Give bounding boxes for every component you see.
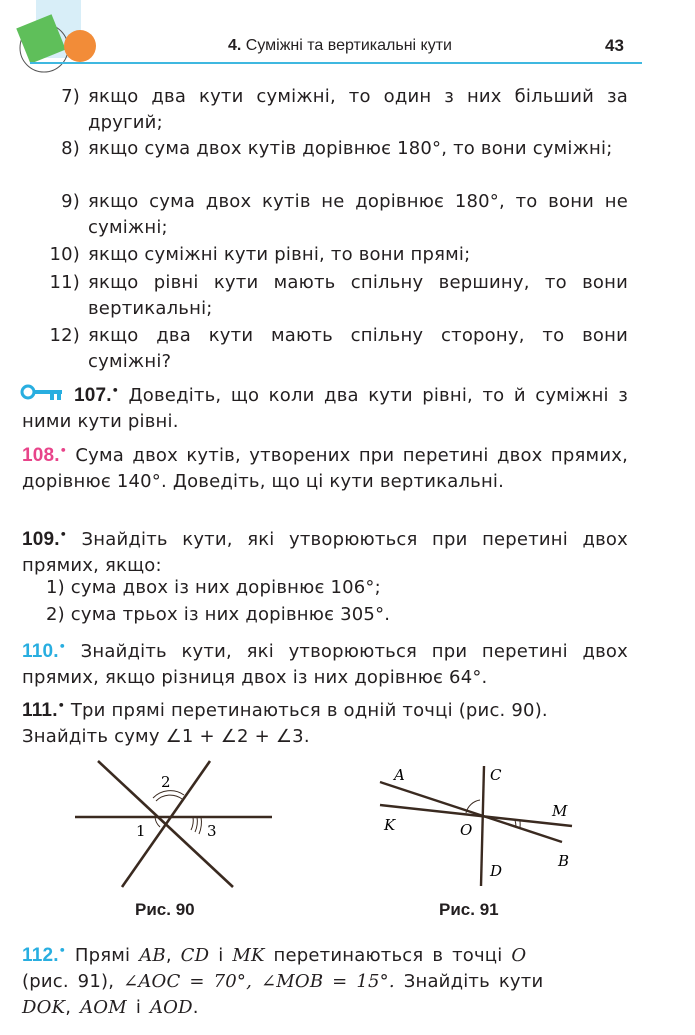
list-item: 11) якщо рівні кути мають спільну вершину, то вони вертикальні; — [49, 272, 628, 319]
fig90-label-2: 2 — [161, 773, 171, 791]
fig91-label-d: D — [490, 862, 503, 880]
problem-107: 107.• Доведіть, що коли два кути рівні, то й суміжні з ними кути рівні. — [22, 384, 629, 432]
problem-112: 112.• Прямі AB, CD і MK перетинаються в точці O (рис. 91), ∠AOC = 70°, ∠MOB = 15°. Знайдіть кути DOK, AOM і AOD. — [22, 944, 544, 1018]
problem-109-sub-2: 2) сума трьох із них дорівнює 305°. — [46, 604, 391, 625]
fig91-label-c: C — [490, 766, 502, 784]
problem-108: 108.• Сума двох кутів, утворених при перетині двох прямих, дорівнює 140°. Доведіть, що ці кути вертикальні. — [22, 444, 628, 492]
fig91-label-b: B — [558, 852, 570, 870]
fig91-line-mk — [380, 805, 572, 826]
fig91-line-cd — [481, 766, 484, 886]
page-header-title: 4. Суміжні та вертикальні кути — [228, 37, 452, 54]
list-item: 9) якщо сума двох кутів не дорівнює 180°, то вони не суміжні; — [61, 191, 628, 238]
problem-111: 111.• Три прямі перетинаються в одній точці (рис. 90). Знайдіть суму ∠1 + ∠2 + ∠3. — [22, 699, 548, 747]
fig90-label-1: 1 — [136, 822, 146, 840]
fig90-label-3: 3 — [207, 822, 217, 840]
fig91-label-m: M — [552, 802, 568, 820]
header-rule — [30, 62, 642, 64]
fig91-label-a: A — [394, 766, 405, 784]
caption-fig-90: Рис. 90 — [135, 900, 195, 919]
figure-91 — [370, 760, 590, 895]
fig91-label-k: K — [384, 816, 396, 834]
problem-110: 110.• Знайдіть кути, які утворюються при перетині двох прямих, якщо різниця двох із них дорівнює 64°. — [22, 640, 628, 688]
problem-109-sub-1: 1) сума двох із них дорівнює 106°; — [46, 577, 381, 598]
figure-90 — [60, 755, 290, 895]
fig91-label-o: O — [460, 821, 473, 839]
caption-fig-91: Рис. 91 — [439, 900, 499, 919]
list-item: 10) якщо суміжні кути рівні, то вони прямі; — [49, 244, 471, 265]
problem-109: 109.• Знайдіть кути, які утворюються при перетині двох прямих, якщо: — [22, 528, 629, 576]
header-logo — [14, 0, 104, 80]
list-item: 7) якщо два кути суміжні, то один з них більший за другий; — [61, 86, 628, 133]
list-item: 12) якщо два кути мають спільну сторону, то вони суміжні? — [49, 325, 628, 372]
list-item: 8) якщо сума двох кутів дорівнює 180°, то вони суміжні; — [61, 138, 613, 159]
page-number: 43 — [605, 36, 624, 55]
